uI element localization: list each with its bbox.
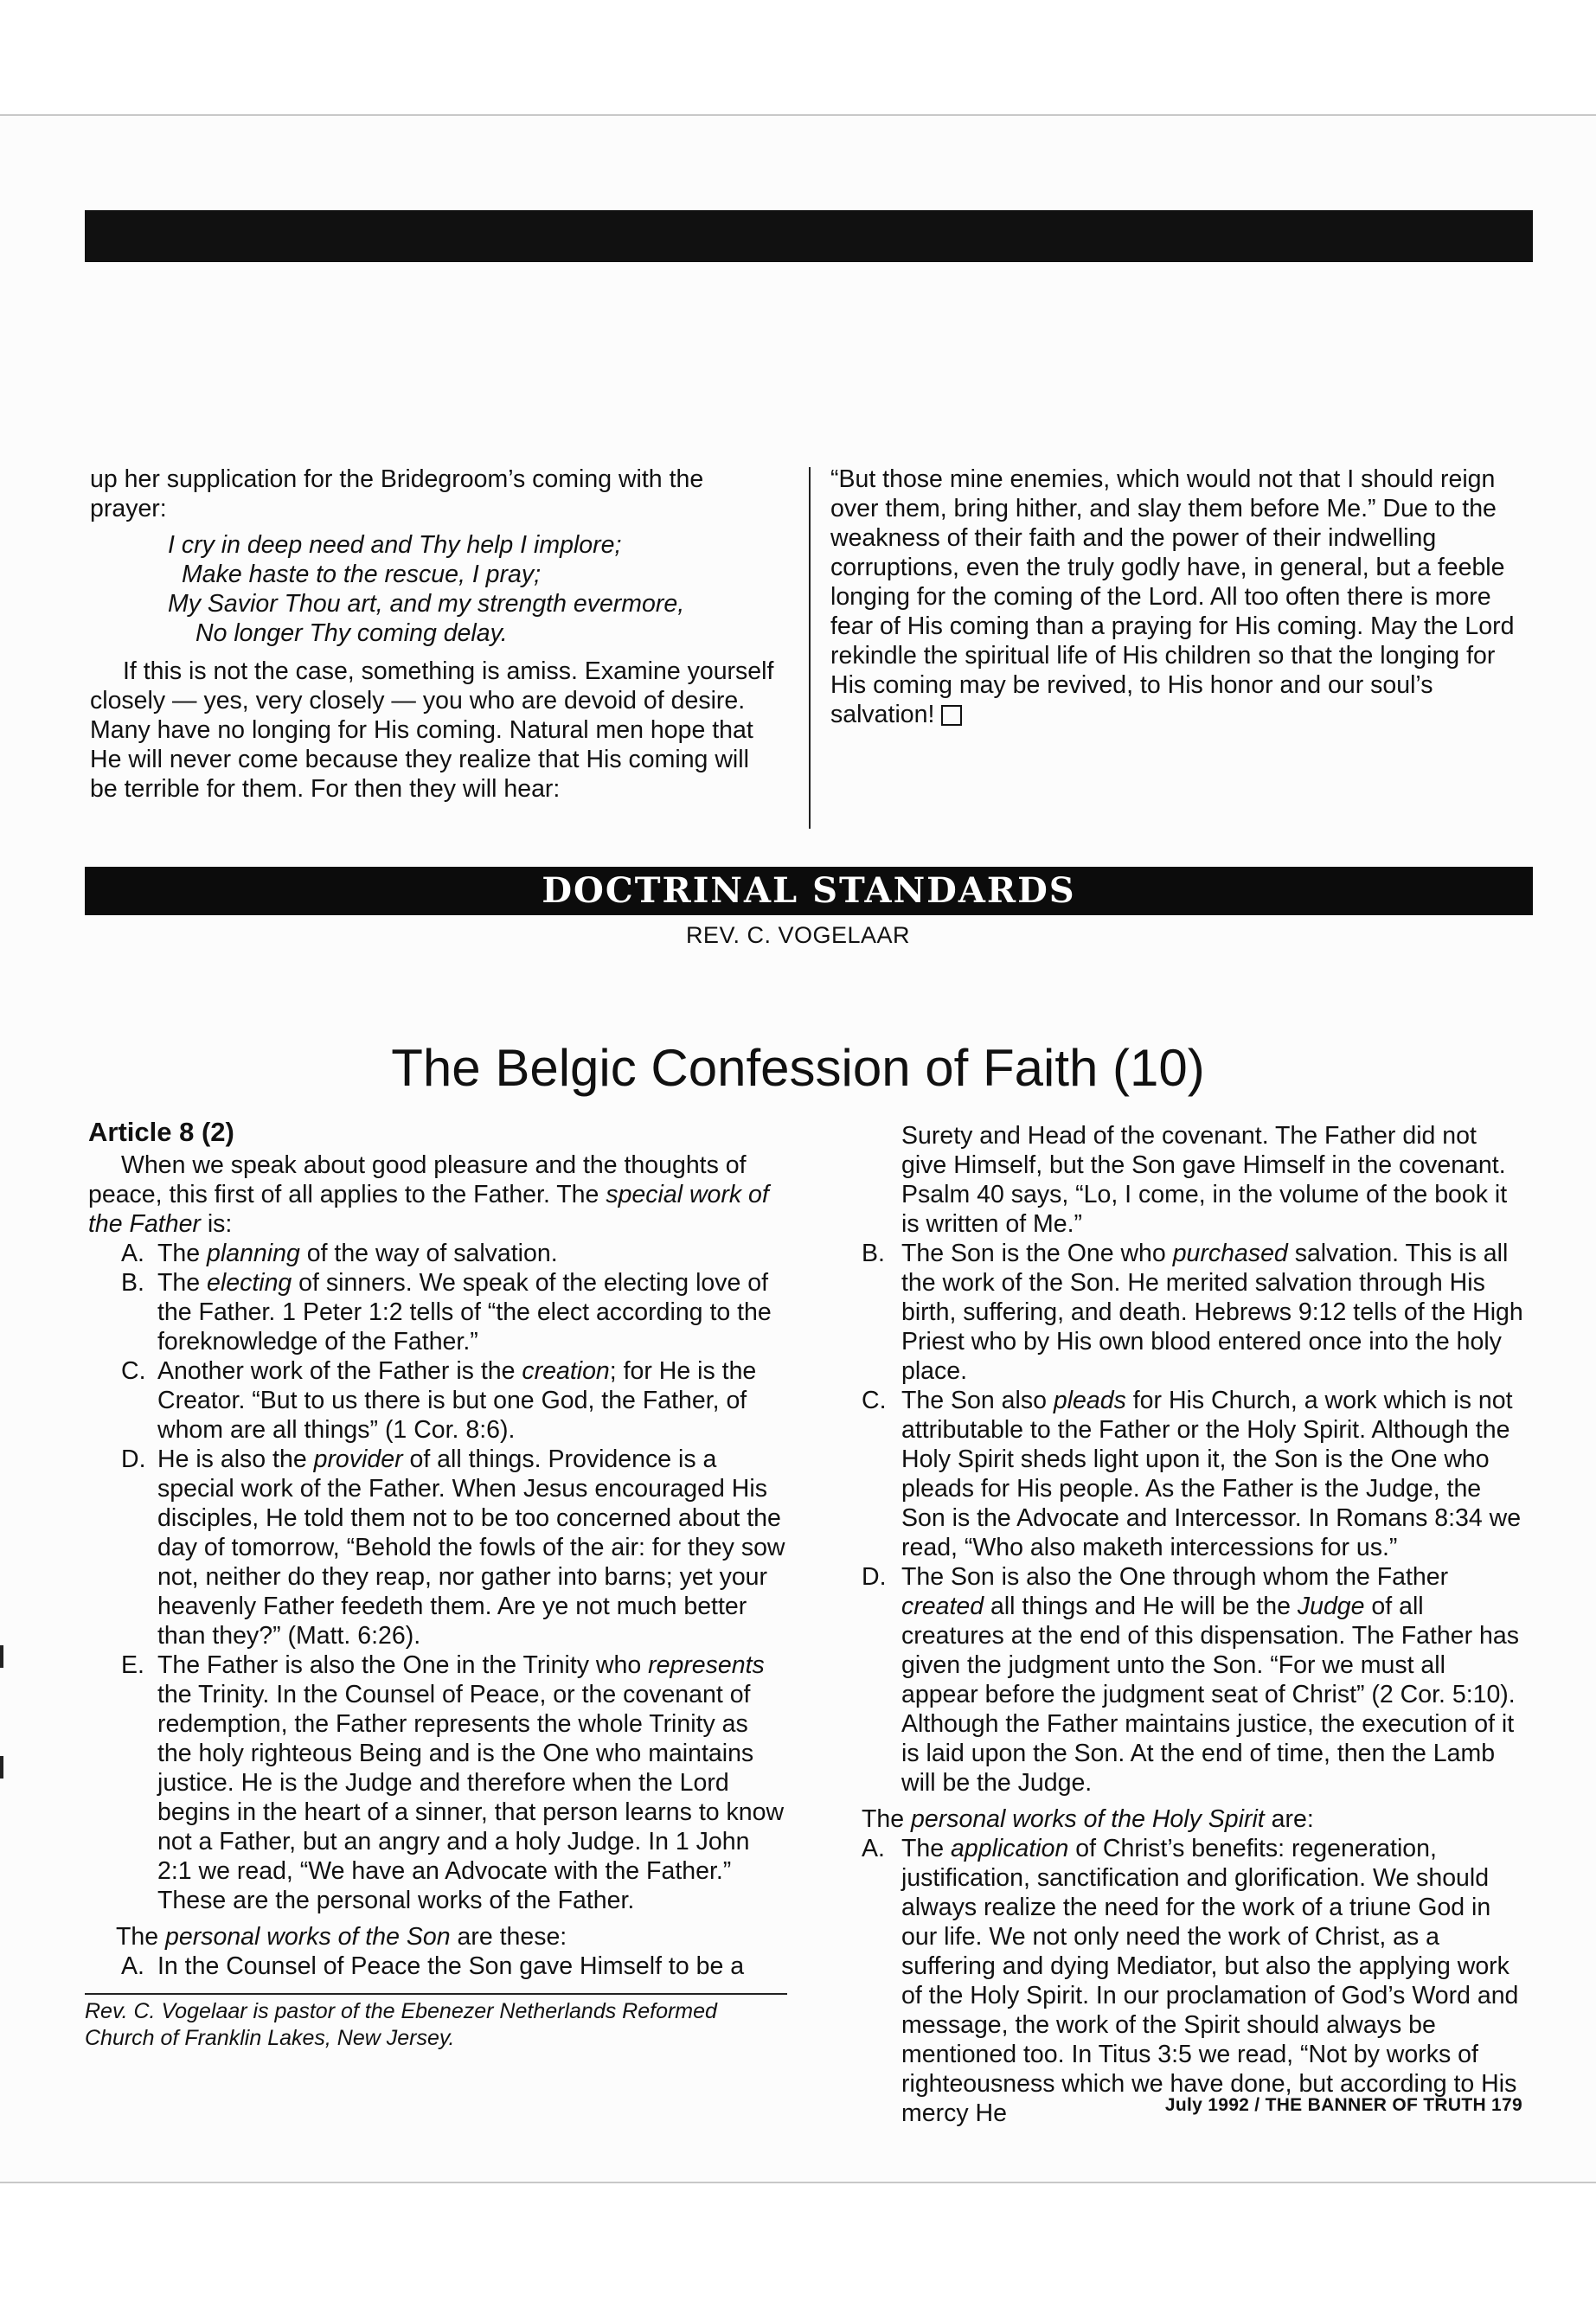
list-item: A. The application of Christ’s benefits: regeneration, justification, sanctification and glorification. We should always realize the need for the work of a triune God in our life. We not only need the work of Christ, as a suffering and dying Mediator, but also the applying work of the Holy Spirit. In our proclamation of God’s Word and message, the work of the Spirit should always be mentioned too. In Titus 3:5 we read, “Not by works of righteousness which we have done, but according to His mercy He: [862, 1835, 1519, 2127]
list-item: D. He is also the provider of all things. Providence is a special work of the Father. When Jesus encouraged His disciples, He told them not to be too concerned about the day of tomorrow, “Behold the fowls of the air: for they sow not, neither do they reap, nor gather into barns; yet your heavenly Father feedeth them. Are ye not much better than they?” (Matt. 6:26).: [121, 1445, 785, 1650]
author-footnote: Rev. C. Vogelaar is pastor of the Ebenezer Netherlands Reformed Church of Franklin Lakes, New Jersey.: [85, 1999, 717, 2050]
intro-paragraph: When we speak about good pleasure and the thoughts of peace, this first of all applies to the Father. The special work of the Father is:: [88, 1151, 769, 1238]
list-item: E. The Father is also the One in the Trinity who represents the Trinity. In the Counsel of Peace, or the covenant of redemption, the Father represents the whole Trinity as the holy righteous Being and is the One who maintains justice. He is the Judge and therefore when the Lord begins in the heart of a sinner, that person learns to know not a Father, but an angry and a holy Judge. In 1 John 2:1 we read, “We have an Advocate with the Father.” These are the personal works of the Father.: [121, 1651, 785, 1914]
article-title: The Belgic Confession of Faith (10): [391, 1039, 1205, 1097]
scan-edge-mark: [0, 1645, 3, 1668]
list-item: D. The Son is also the One through whom the Father created all things and He will be the Judge of all creatures at the end of this dispensation. The Father has given the judgment unto the Son. “For we must all appear before the judgment seat of Christ” (2 Cor. 5:10). Although the Father maintains justice, the execution of it is laid upon the Son. At the end of time, then the Lamb will be the Judge.: [862, 1563, 1519, 1797]
scan-edge-mark: [0, 1756, 3, 1779]
top-right-paragraph: “But those mine enemies, which would not that I should reign over them, bring hither, and slay them before Me.” Due to the weakness of their faith and the power of their indwelling corruptions, even the truly godly have, in general, but a feeble longing for the coming of the Lord. All too often there is more fear of His coming than a praying for His coming. May the Lord rekindle the spiritual life of His children so that the longing for His coming may be revived, to His honor and our soul’s salvation!: [830, 465, 1515, 728]
end-mark-icon: [941, 705, 962, 726]
verse-line: No longer Thy coming delay.: [195, 619, 508, 647]
column-divider: [809, 467, 811, 829]
top-left-paragraph-2: If this is not the case, something is amiss. Examine yourself closely — yes, very closely — you who are devoid of desire. Many have no longing for His coming. Natural men hope that He will never come because they realize that His coming will be terrible for them. For then they will hear:: [90, 657, 774, 803]
article-right-column: [862, 1121, 1528, 2128]
list-item: A. In the Counsel of Peace the Son gave Himself to be a: [121, 1952, 745, 1980]
page-footer: July 1992 / THE BANNER OF TRUTH 179: [1164, 2095, 1522, 2115]
list-item: C. The Son also pleads for His Church, a work which is not attributable to the Father or the Holy Spirit. Although the Holy Spirit sheds light upon it, the Son is the One who pleads for His people. As the Father is the Judge, the Son is the Advocate and Intercessor. In Romans 8:34 we read, “Who also maketh intercessions for us.”: [862, 1387, 1522, 1561]
top-left-paragraph-1: up her supplication for the Bridegroom’s coming with the prayer:: [90, 465, 704, 522]
verse-line: Make haste to the rescue, I pray;: [182, 561, 542, 588]
son-intro: The personal works of the Son are these:: [116, 1923, 567, 1951]
article-heading: Article 8 (2): [88, 1117, 234, 1147]
list-item: C. Another work of the Father is the creation; for He is the Creator. “But to us there is but one God, the Father, of whom are all things” (1 Cor. 8:6).: [121, 1357, 757, 1444]
continuation-paragraph: Surety and Head of the covenant. The Father did not give Himself, but the Son gave Himself in the covenant. Psalm 40 says, “Lo, I come, in the volume of the book it is written of Me.”: [901, 1122, 1508, 1238]
verse-line: I cry in deep need and Thy help I implore;: [168, 531, 622, 559]
list-item: B. The electing of sinners. We speak of the electing love of the Father. 1 Peter 1:2 tells of “the elect according to the foreknowledge of the Father.”: [121, 1269, 772, 1356]
top-right-column: [830, 465, 1533, 729]
list-item: A. The planning of the way of salvation.: [121, 1240, 558, 1267]
author-byline: REV. C. VOGELAAR: [685, 922, 911, 948]
verse-line: My Savior Thou art, and my strength evermore,: [168, 590, 685, 618]
hymn-verse: [168, 530, 782, 648]
footnote-rule: [85, 1993, 787, 1995]
section-banner: DOCTRINAL STANDARDS: [85, 867, 1533, 915]
top-left-column: [90, 465, 782, 804]
spirit-intro: The personal works of the Holy Spirit are:: [862, 1805, 1314, 1833]
list-item: B. The Son is the One who purchased salvation. This is all the work of the Son. He merited salvation through His birth, suffering, and death. Hebrews 9:12 tells of the High Priest who by His own blood entered once into the holy place.: [862, 1240, 1523, 1385]
article-left-column: [88, 1118, 789, 1981]
header-black-bar: [85, 210, 1533, 262]
